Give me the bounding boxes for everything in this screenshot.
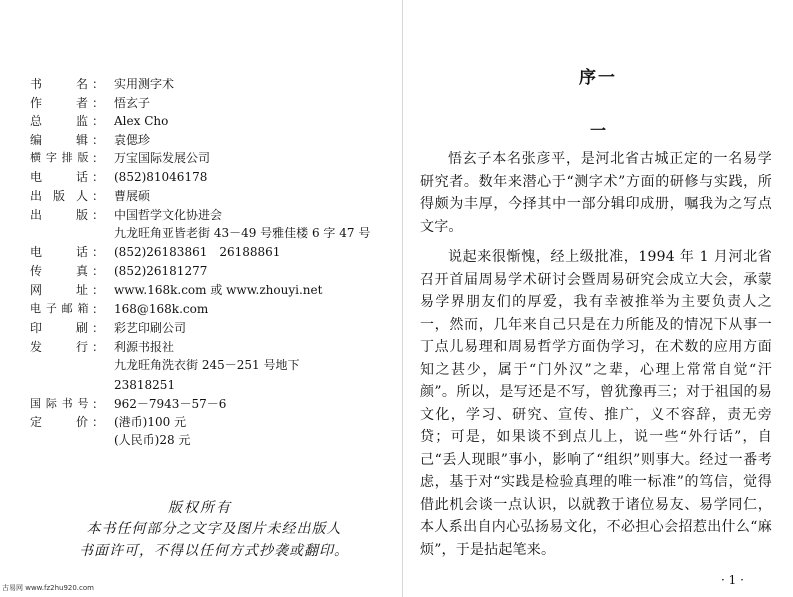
colophon-colon: ：: [92, 302, 105, 316]
colophon-colon: ：: [92, 151, 105, 165]
preface-paragraph-2: 说起来很惭愧，经上级批准，1994 年 1 月河北省召开首届周易学术研讨会暨周易研究会成立大会，承蒙易学界朋友们的厚爱，我有幸被推举为主要负责人之一，然而，几年来自己只是在力所能及的情况下从事一丁点儿易理和周易哲学方面伪学习，在术数的应用方面知之甚少，属于“门外汉”之辈，心理上常常自觉“汗颜”。所以，是写还是不写，曾犹豫再三；对于祖国的易文化，学习、研究、宣传、推广，义不容辞，责无旁贷；可是，如果谈不到点儿上，说一些“外行话”，自己“丢人现眼”事小，影响了“组织”则事大。经过一番考虑，基于对“实践是检验真理的唯一标准”的笃信，觉得借此机会谈一点认识，以就教于诸位易友、易学同仁，本人系出自内心弘扬易文化，不必担心会招惹出什么“麻烦”，于是拈起笔来。: [420, 249, 772, 558]
colophon-colon: ：: [92, 77, 105, 91]
colophon-value: 中国哲学文化协进会: [114, 208, 223, 222]
colophon-colon: ：: [92, 114, 105, 128]
colophon-colon: ：: [92, 96, 105, 110]
preface-page: [403, 0, 793, 597]
colophon-label: 书 名: [30, 77, 88, 91]
colophon-value: 利源书报社: [114, 340, 175, 354]
colophon-value-price-rmb: (人民币)28 元: [114, 433, 191, 447]
colophon-colon: ：: [92, 283, 105, 297]
colophon-value: (852)81046178: [114, 170, 208, 184]
colophon-value: 实用测字术: [114, 77, 175, 91]
colophon-label: 印 刷: [30, 321, 88, 335]
colophon-value-address: 九龙旺角亚皆老街 43－49 号雅佳楼 6 字 47 号: [114, 226, 371, 240]
colophon-value-address: 九龙旺角洗衣街 245－251 号地下: [114, 358, 300, 372]
colophon-colon: ：: [92, 133, 105, 147]
page-number: · 1 ·: [721, 573, 744, 587]
colophon-label: 电子邮箱: [30, 302, 88, 315]
colophon-value: 曹展硕: [114, 189, 151, 203]
colophon-value: 悟玄子: [114, 96, 151, 110]
colophon-value: 袁偲珍: [114, 133, 151, 147]
colophon-colon: ：: [92, 170, 105, 184]
preface-title: 序一: [579, 68, 617, 88]
colophon-colon: ：: [92, 340, 105, 354]
colophon-label: 作 者: [30, 96, 88, 110]
colophon-colon: ：: [92, 264, 105, 278]
colophon-label: 横字排版: [30, 151, 88, 164]
colophon-label: 出 版 人: [30, 189, 88, 203]
colophon-label: 定 价: [30, 415, 88, 429]
copyright-notice-line-2: 书面许可，不得以任何方式抄袭或翻印。: [79, 543, 349, 559]
colophon-value: (852)26183861 26188861: [114, 245, 281, 259]
colophon-colon: ：: [92, 397, 105, 411]
colophon-label: 电 话: [30, 245, 88, 259]
colophon-value: Alex Cho: [114, 114, 169, 128]
colophon-colon: ：: [92, 321, 105, 335]
copyright-title: 版权所有: [168, 500, 232, 516]
preface-section-number: 一: [589, 121, 606, 140]
colophon-value-phone: 23818251: [114, 378, 176, 392]
colophon-label: 电 话: [30, 170, 88, 184]
colophon-label: 网 址: [30, 283, 88, 297]
colophon-label: 发 行: [30, 340, 88, 354]
preface-paragraph-1: 悟玄子本名张彦平，是河北省古城正定的一名易学研究者。数年来潜心于“测字术”方面的研修与实践，所得颇为丰厚，今择其中一部分辑印成册，嘱我为之写点文字。: [420, 151, 772, 235]
colophon-value: 万宝国际发展公司: [114, 151, 211, 165]
colophon-label: 出 版: [30, 208, 88, 222]
colophon-colon: ：: [92, 189, 105, 203]
colophon-colon: ：: [92, 245, 105, 259]
colophon-value: 彩艺印刷公司: [114, 321, 187, 335]
copyright-notice-line-1: 本书任何部分之文字及图片未经出版人: [86, 521, 342, 537]
colophon-value: 168@168k.com: [114, 302, 209, 316]
colophon-label: 编 辑: [30, 133, 88, 147]
footer-watermark-text: 古易网 www.fz2hu920.com: [2, 584, 94, 592]
colophon-colon: ：: [92, 208, 105, 222]
colophon-colon: ：: [92, 415, 105, 429]
colophon-label: 国际书号: [30, 397, 88, 410]
colophon-value: (港币)100 元: [114, 415, 187, 429]
colophon-value: (852)26181277: [114, 264, 208, 278]
colophon-label: 传 真: [30, 264, 88, 278]
colophon-value: www.168k.com 或 www.zhouyi.net: [114, 283, 323, 297]
colophon-value: 962－7943－57－6: [114, 397, 227, 411]
colophon-label: 总 监: [30, 114, 88, 128]
